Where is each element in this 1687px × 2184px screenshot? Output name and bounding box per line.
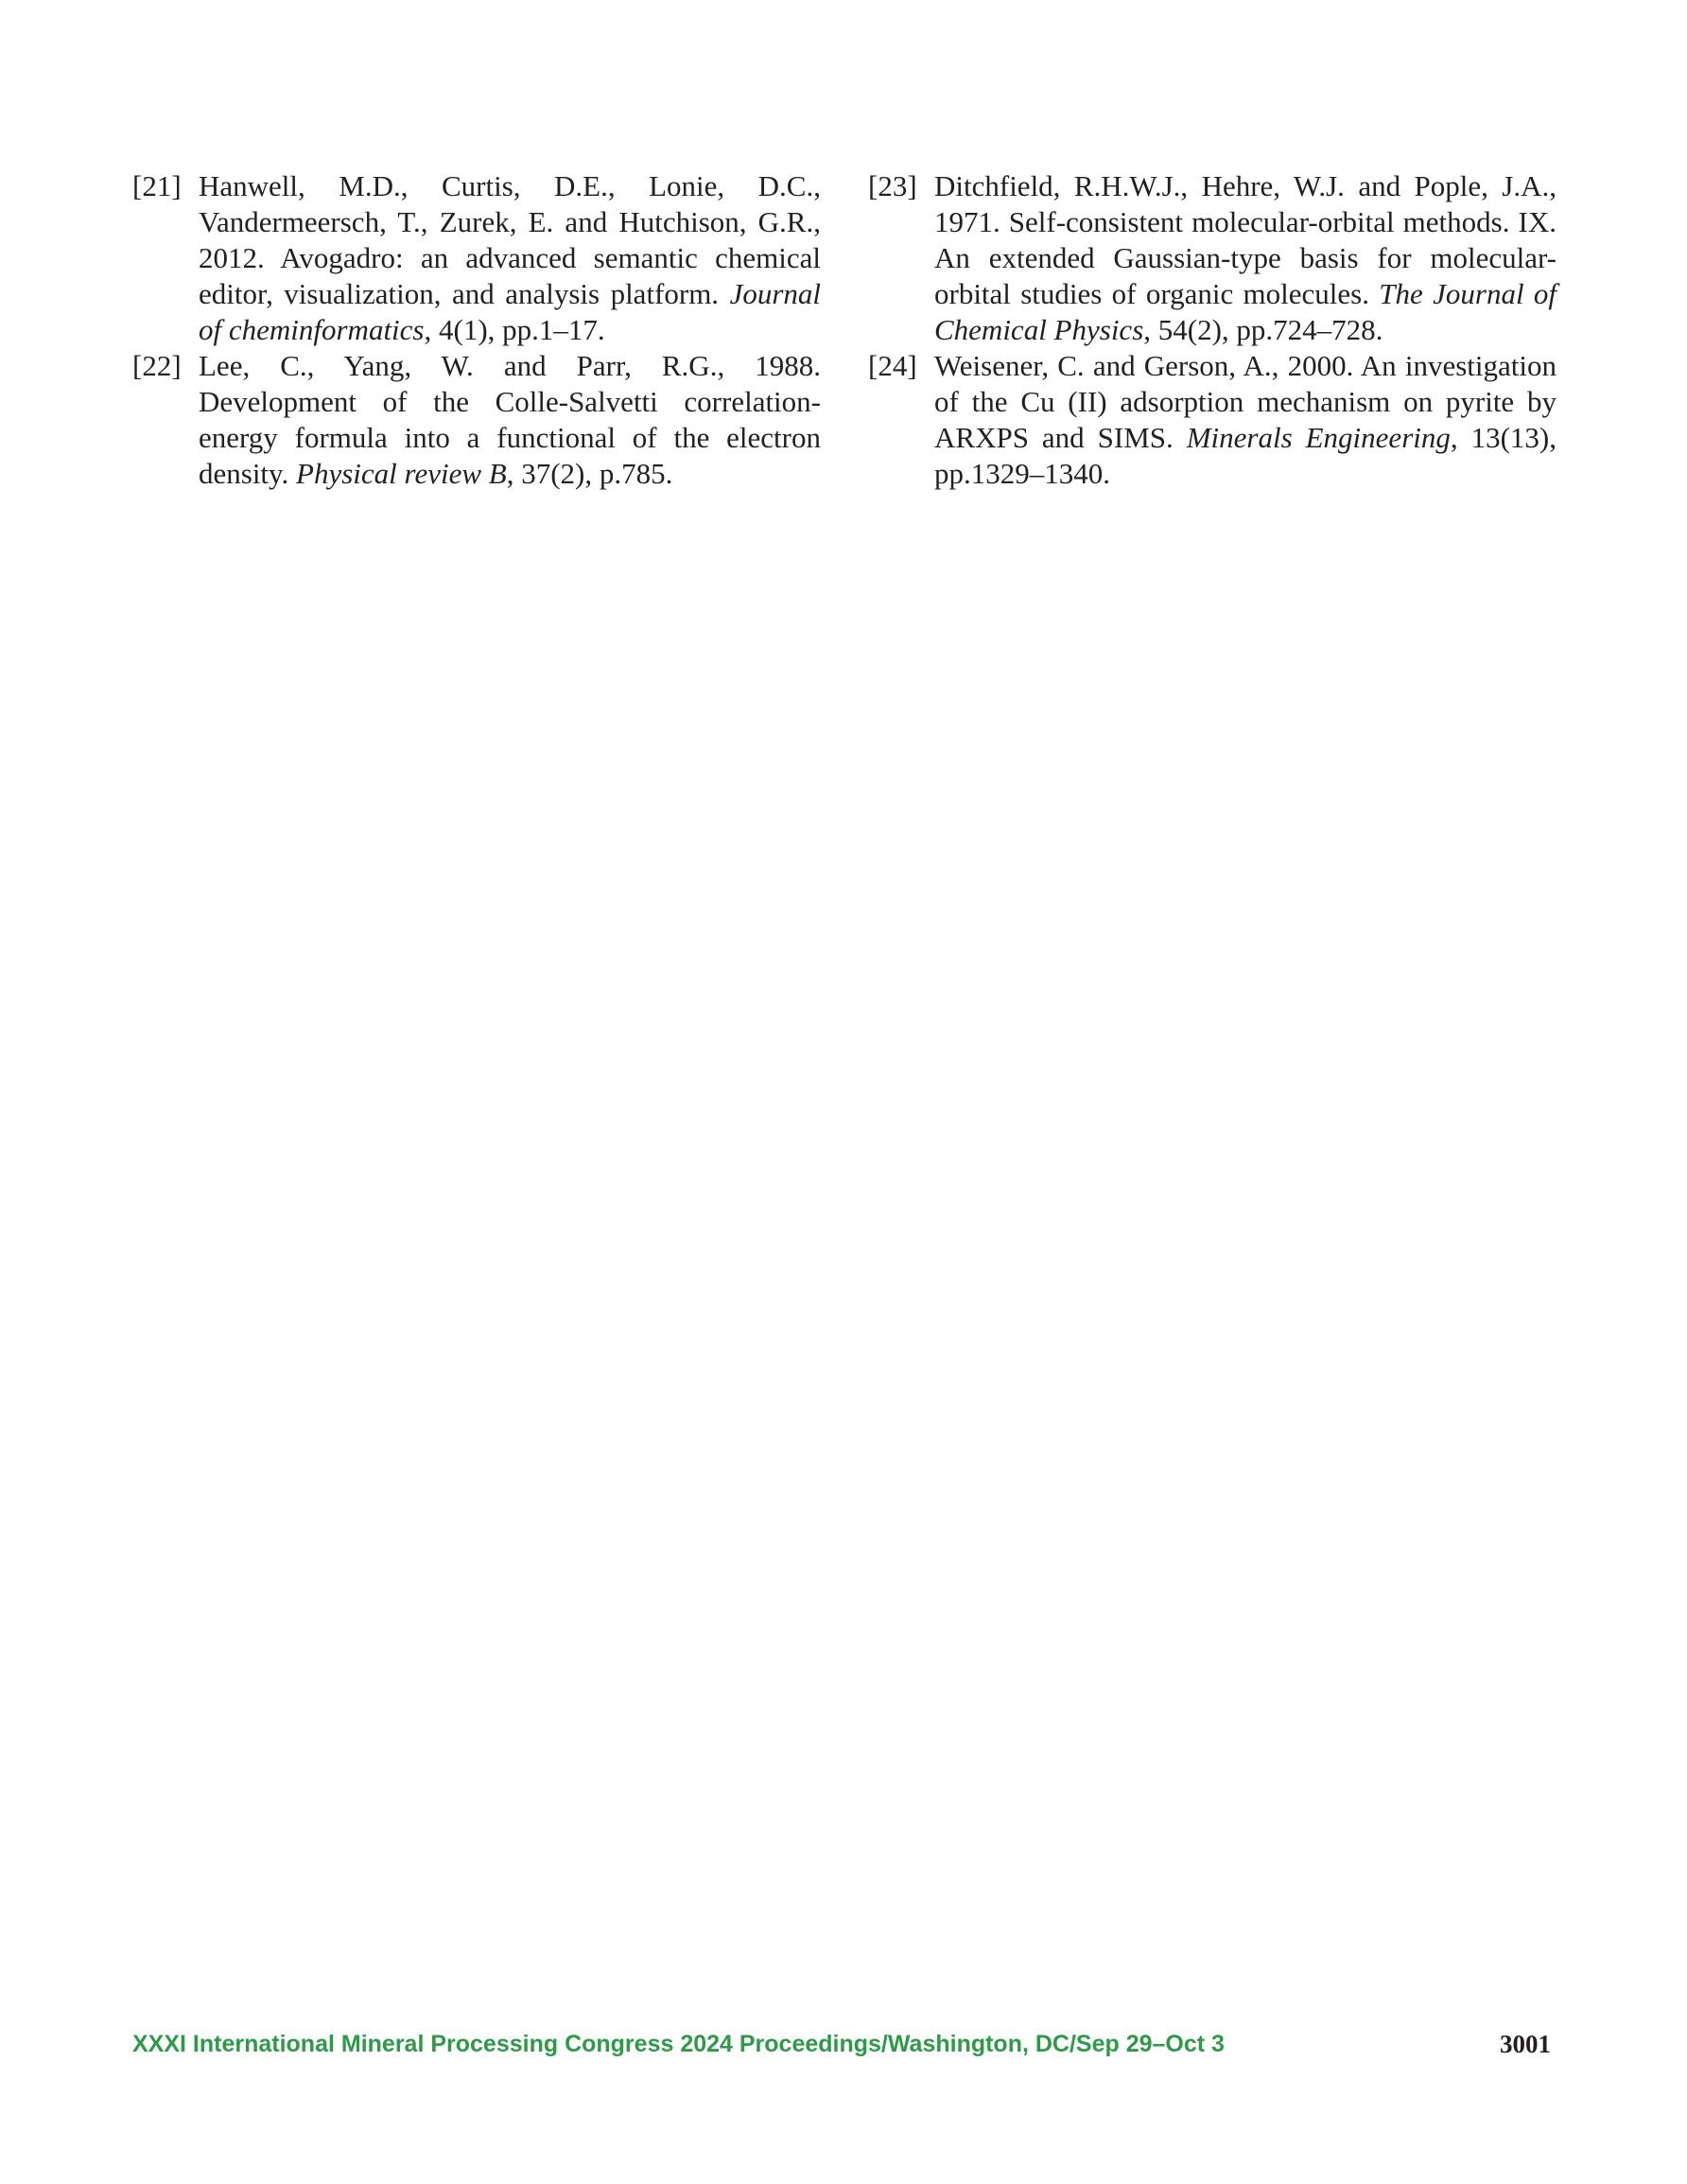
references-right-column xyxy=(868,168,1557,492)
proceedings-title: XXXI International Mineral Processing Congress 2024 Proceedings/Washington, DC/Sep 29–Oct 3 xyxy=(132,2031,1225,2057)
reference-number: [24] xyxy=(868,349,917,382)
reference-journal: Physical review B xyxy=(296,457,507,490)
reference-entry xyxy=(868,348,1557,492)
reference-number: [21] xyxy=(132,169,182,202)
page-number: 3001 xyxy=(1500,2030,1551,2058)
reference-number: [22] xyxy=(132,349,182,382)
reference-entry xyxy=(132,168,821,348)
reference-details: , 54(2), pp.724–728. xyxy=(1143,313,1383,346)
reference-entry xyxy=(132,348,821,492)
reference-journal: The Journal of Chemical Physics xyxy=(934,277,1557,346)
reference-details: , 37(2), p.785. xyxy=(506,457,673,490)
reference-text: Hanwell, M.D., Curtis, D.E., Lonie, D.C., Vandermeersch, T., Zurek, E. and Hutchison, G.R., 2012. Avogadro: an advanced semantic chemical editor, visualization, and analysis platform. xyxy=(199,169,821,310)
reference-text: Ditchfield, R.H.W.J., Hehre, W.J. and Pople, J.A., 1971. Self-consistent molecular-orbital methods. IX. An extended Gaussian-type basis for molecular-orbital studies of organic molecules. xyxy=(934,169,1557,310)
reference-text: Lee, C., Yang, W. and Parr, R.G., 1988. Development of the Colle-Salvetti correlation-energy formula into a functional of the electron density. xyxy=(199,349,821,490)
references-left-column xyxy=(132,168,821,492)
reference-details: , 4(1), pp.1–17. xyxy=(424,313,605,346)
reference-number: [23] xyxy=(868,169,917,202)
reference-journal: Journal of cheminformatics xyxy=(199,277,821,346)
page-footer xyxy=(132,2031,1551,2069)
reference-entry xyxy=(868,168,1557,348)
reference-details: , 13(13), pp.1329–1340. xyxy=(934,421,1557,490)
reference-journal: Minerals Engineering xyxy=(1186,421,1451,454)
reference-text: Weisener, C. and Gerson, A., 2000. An investigation of the Cu (II) adsorption mechanism on pyrite by ARXPS and SIMS. xyxy=(934,349,1557,454)
